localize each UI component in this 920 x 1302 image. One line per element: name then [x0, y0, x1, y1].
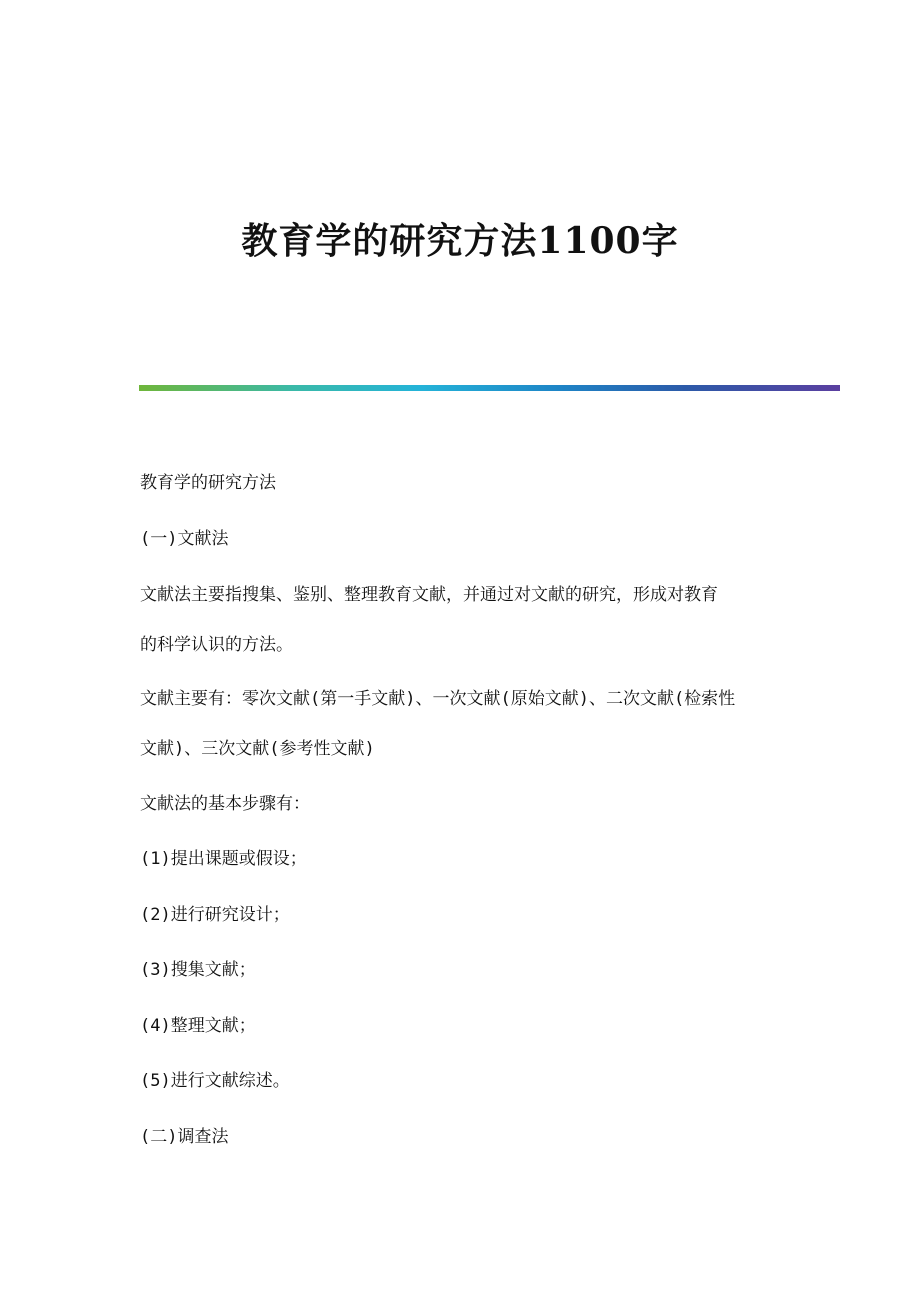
- list-item: (5)进行文献综述。: [140, 1071, 290, 1091]
- document-title: 教育学的研究方法1100字: [241, 220, 679, 262]
- list-item: (3)搜集文献；: [140, 960, 256, 980]
- list-item: (4)整理文献；: [140, 1016, 256, 1036]
- list-item: (1)提出课题或假设；: [140, 849, 307, 869]
- subsection-heading-survey: (二)调查法: [140, 1127, 229, 1147]
- paragraph-line: 文献)、三次文献(参考性文献): [140, 739, 375, 759]
- paragraph-line: 的科学认识的方法。: [140, 635, 293, 655]
- list-item: (2)进行研究设计；: [140, 905, 290, 925]
- section-heading: 教育学的研究方法: [140, 473, 276, 493]
- gradient-divider: [139, 385, 840, 391]
- paragraph-line: 文献法的基本步骤有：: [140, 794, 310, 814]
- paragraph-line: 文献主要有：零次文献(第一手文献)、一次文献(原始文献)、二次文献(检索性: [140, 689, 736, 709]
- subsection-heading-literature: (一)文献法: [140, 529, 229, 549]
- paragraph-line: 文献法主要指搜集、鉴别、整理教育文献，并通过对文献的研究，形成对教育: [140, 585, 718, 605]
